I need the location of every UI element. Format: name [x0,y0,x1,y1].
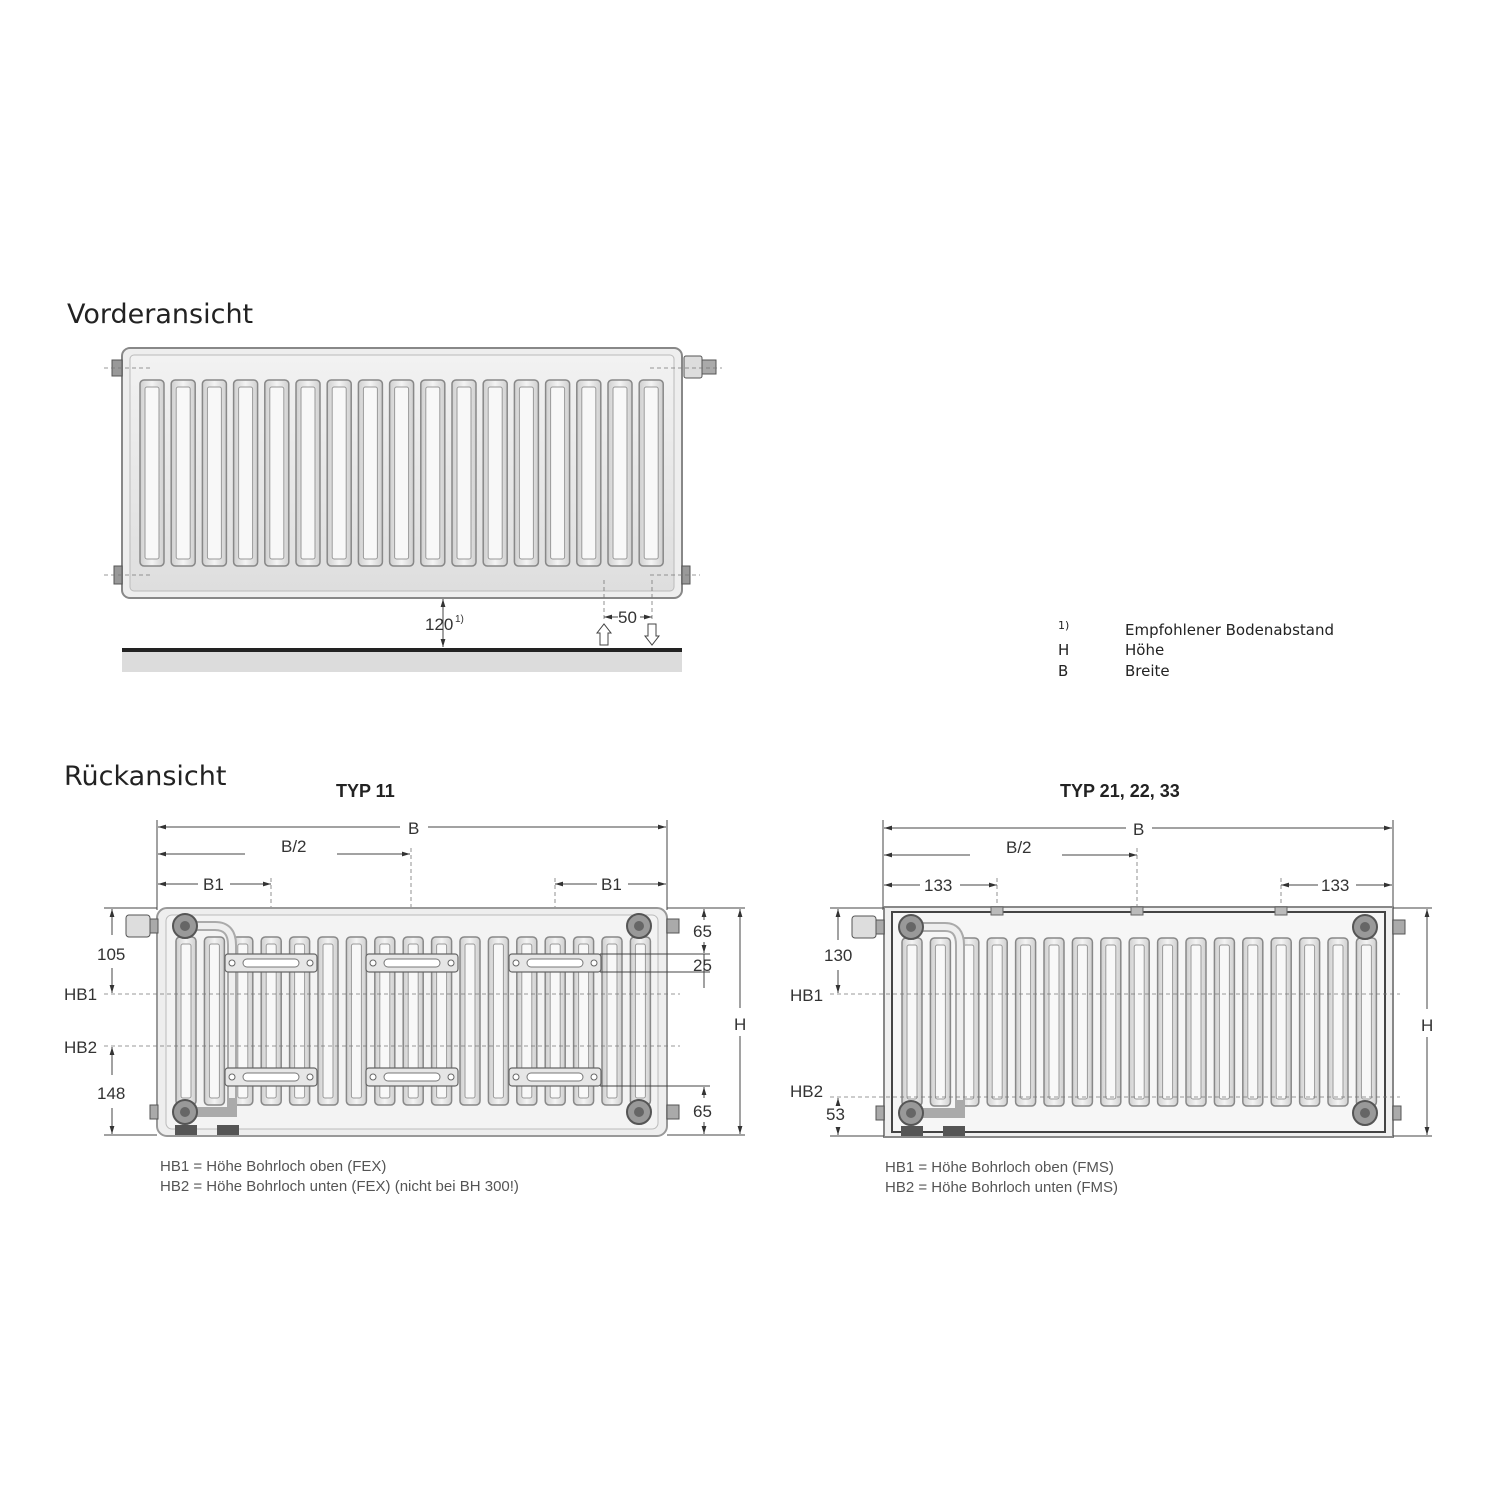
legend-text-2: Höhe [1125,641,1165,659]
typ21-dim-HB2: HB2 [790,1082,824,1101]
front-fin-inner [488,387,502,559]
typ11-fin-inner [209,944,219,1098]
bracket-slot [384,1073,440,1081]
typ21-title: TYP 21, 22, 33 [1060,781,1180,801]
front-fin-inner [301,387,315,559]
typ21-dim-right: 133 [1321,876,1350,895]
front-radiator [104,348,722,598]
front-fins [140,380,663,566]
typ11-note-1: HB1 = Höhe Bohrloch oben (FEX) [160,1158,387,1175]
bracket-slot [527,959,583,967]
bracket-hole [513,1074,519,1080]
flow-out-arrow-icon [645,624,659,645]
typ11-note-2: HB2 = Höhe Bohrloch unten (FEX) (nicht bei BH 300!) [160,1178,519,1195]
bracket-hole [307,1074,313,1080]
front-fin-inner [426,387,440,559]
bracket-hole [591,1074,597,1080]
front-fin-inner [176,387,190,559]
front-fin-inner [207,387,221,559]
typ21-fin-inner [1219,945,1229,1099]
typ21-dim-left: 133 [924,876,953,895]
typ11-fin-inner [493,944,503,1098]
typ11-dim-bottom-left: 148 [97,1084,126,1103]
typ21-note-1: HB1 = Höhe Bohrloch oben (FMS) [885,1159,1114,1176]
bracket-hole [307,960,313,966]
typ11-fin-inner [323,944,333,1098]
front-fin-inner [145,387,159,559]
typ11-dim-B1-left: B1 [203,875,224,894]
typ21-fin-inner [1191,945,1201,1099]
flow-in-arrow-icon [597,624,611,645]
bracket-hole [448,960,454,966]
typ21-fin-inner [1276,945,1286,1099]
bracket-hole [370,960,376,966]
typ11-dim-B: B [408,819,420,838]
typ21-dim-bottom-left: 53 [826,1105,845,1124]
typ21-fin-inner [907,945,917,1099]
floor [122,652,682,672]
typ11-fin-inner [181,944,191,1098]
typ21-fin-inner [964,945,974,1099]
typ21-fin-inner [1021,945,1031,1099]
typ11-fin-inner [635,944,645,1098]
front-vent-top-right [684,356,702,378]
typ11-dim-B1-right: B1 [601,875,622,894]
front-fin-inner [613,387,627,559]
typ21-dim-H: H [1421,1016,1434,1035]
bracket-hole [229,1074,235,1080]
typ21-fin-inner [1361,945,1371,1099]
typ21-radiator [852,907,1405,1137]
typ11-dim-Bhalf: B/2 [281,837,307,856]
typ11-valve-icon [126,915,150,937]
typ21-fin-inner [1077,945,1087,1099]
legend-key-3: B [1058,662,1069,680]
rear-view-title: Rückansicht [64,761,227,792]
typ11-fin-inner [465,944,475,1098]
typ21-fins [902,938,1376,1106]
typ21-fin-inner [1248,945,1258,1099]
front-fin-inner [551,387,565,559]
bracket-hole [370,1074,376,1080]
bracket-hole [513,960,519,966]
legend [1058,619,1334,680]
bracket-hole [229,960,235,966]
front-fin-inner [519,387,533,559]
typ21-dim-B: B [1133,820,1145,839]
bracket-slot [243,1073,299,1081]
front-fin-inner [363,387,377,559]
bracket-slot [243,959,299,967]
front-fin-inner [644,387,658,559]
legend-text-3: Breite [1125,662,1170,680]
front-fin-inner [395,387,409,559]
front-fin-inner [582,387,596,559]
typ21-valve-icon [852,916,876,938]
typ11-title: TYP 11 [336,781,395,801]
typ21-fin-inner [1305,945,1315,1099]
typ21-fin-inner [1049,945,1059,1099]
front-fin-inner [332,387,346,559]
legend-key-2: H [1058,641,1070,659]
typ21-note-2: HB2 = Höhe Bohrloch unten (FMS) [885,1179,1119,1196]
front-fin-inner [270,387,284,559]
typ21-fin-inner [1163,945,1173,1099]
floor-line [122,648,682,652]
typ21-fin-inner [935,945,945,1099]
typ11-radiator [126,908,679,1136]
typ21-dim-Bhalf: B/2 [1006,838,1032,857]
typ11-dim-right-top: 65 [693,922,712,941]
bracket-hole [448,1074,454,1080]
front-dim-floor: 120 [425,615,454,634]
typ11-dim-top-left: 105 [97,945,126,964]
typ21-fin-inner [1106,945,1116,1099]
typ21-fin-inner [1134,945,1144,1099]
typ11-dim-right-mid: 25 [693,956,712,975]
typ11-fin-inner [607,944,617,1098]
typ21-dim-HB1: HB1 [790,986,824,1005]
legend-key-1: 1) [1058,619,1070,632]
typ11-dim-H: H [734,1015,747,1034]
front-fin-inner [239,387,253,559]
bracket-hole [591,960,597,966]
typ11-dim-HB2: HB2 [64,1038,98,1057]
typ11-dim-HB1: HB1 [64,985,98,1004]
typ21-dim-top-left: 130 [824,946,853,965]
bracket-slot [384,959,440,967]
typ11-dim-right-bottom: 65 [693,1102,712,1121]
front-view-title: Vorderansicht [67,299,254,330]
typ11-fin-inner [351,944,361,1098]
front-fin-inner [457,387,471,559]
typ21-fin-inner [992,945,1002,1099]
bracket-slot [527,1073,583,1081]
front-dim-connection: 50 [618,608,637,627]
front-dim-floor-sup: 1) [455,614,464,625]
legend-text-1: Empfohlener Bodenabstand [1125,621,1334,639]
typ21-fin-inner [1333,945,1343,1099]
